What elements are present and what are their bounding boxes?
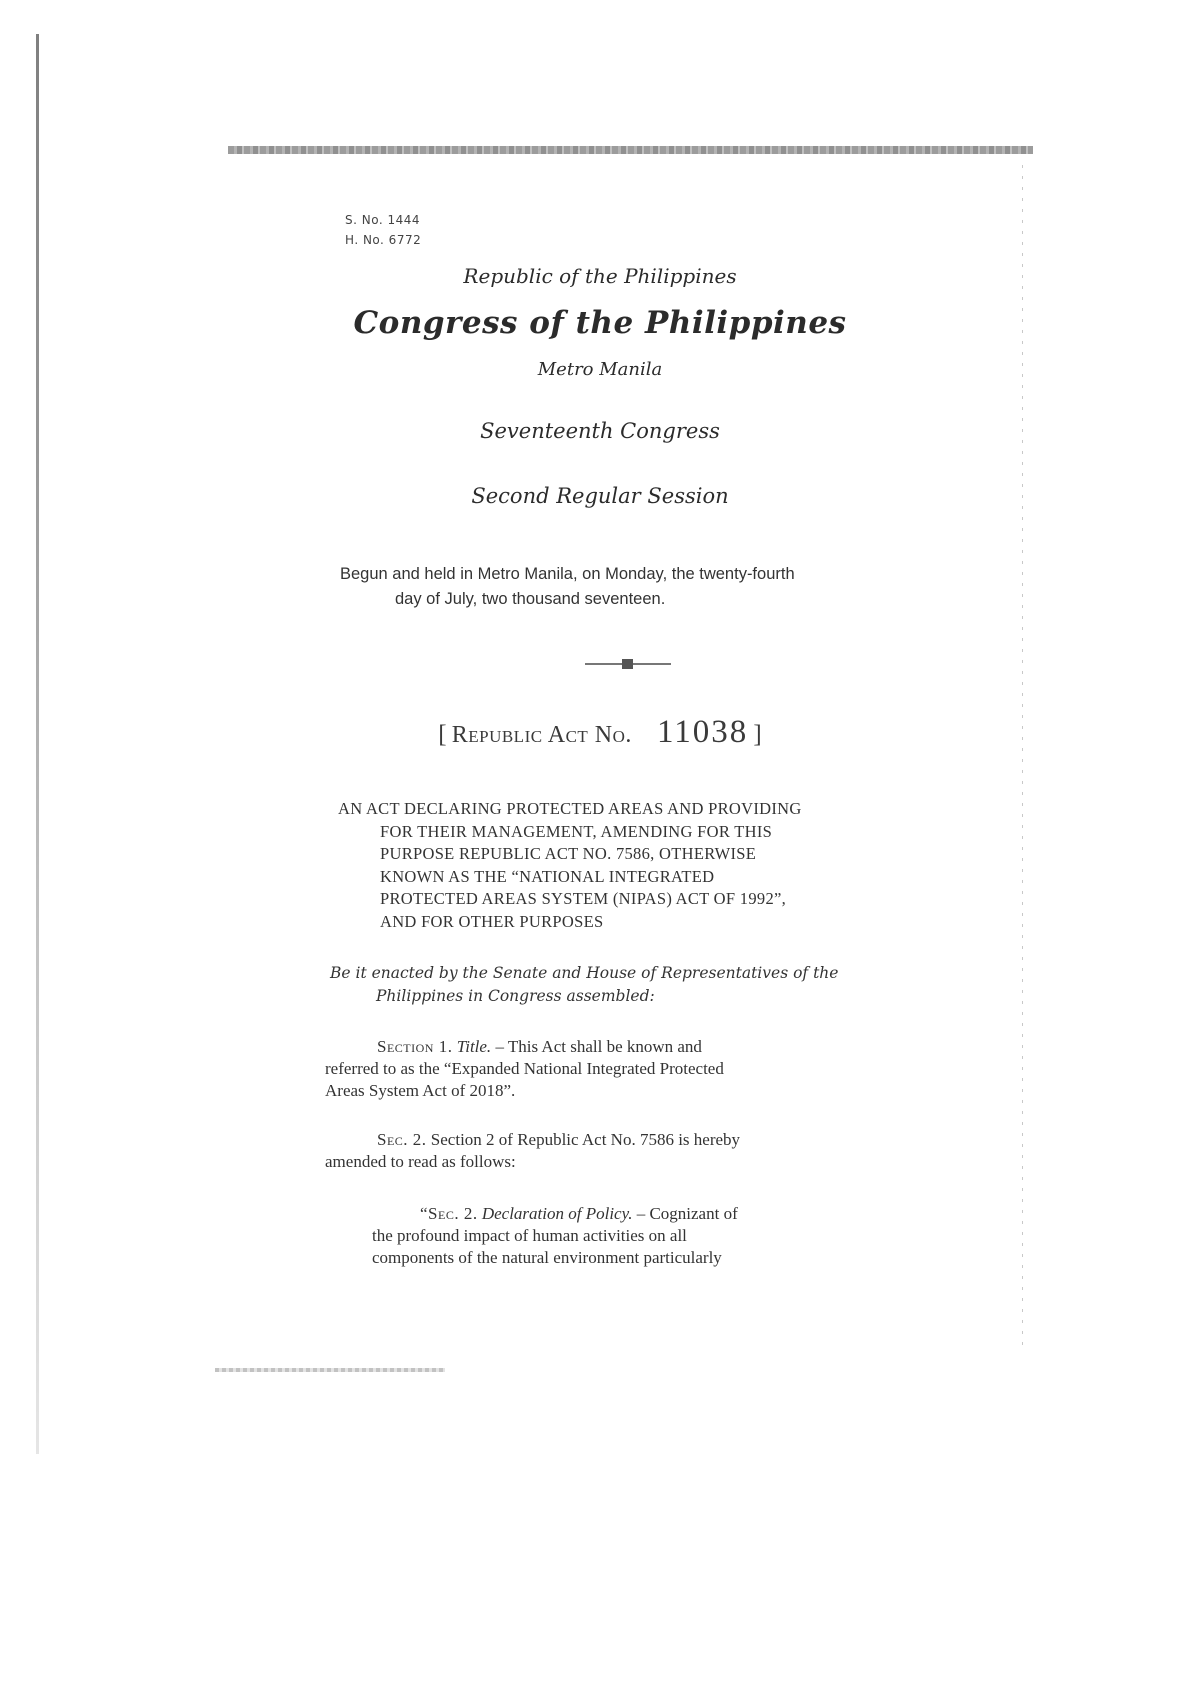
senate-bill-number: S. No. 1444 xyxy=(345,213,421,227)
republic-act-number: 11038 xyxy=(657,714,749,750)
heading-session: Second Regular Session xyxy=(471,484,729,508)
section-1-text: – This Act shall be known and xyxy=(491,1037,702,1056)
enacting-line-1: Be it enacted by the Senate and House of Representatives of the xyxy=(330,964,839,982)
act-long-title xyxy=(338,798,918,933)
heading-congress: Congress of the Philippines xyxy=(353,305,847,341)
section-2 xyxy=(325,1129,925,1173)
quoted-section-heading: “Sec. 2. xyxy=(420,1204,478,1223)
scan-top-rule xyxy=(228,146,1033,154)
begun-line-1: Begun and held in Metro Manila, on Monday, the twenty-fourth xyxy=(340,565,795,583)
enacting-clause xyxy=(330,962,930,1008)
scan-right-edge xyxy=(1022,165,1023,1345)
scan-bottom-smudge xyxy=(215,1368,445,1372)
divider-ornament xyxy=(585,658,671,670)
begun-statement xyxy=(340,562,940,612)
section-1 xyxy=(325,1036,925,1102)
open-bracket: [ xyxy=(438,721,447,748)
act-title-line: PURPOSE REPUBLIC ACT NO. 7586, OTHERWISE xyxy=(380,844,757,863)
heading-republic: Republic of the Philippines xyxy=(463,264,737,288)
bill-numbers xyxy=(345,210,421,250)
section-2-heading: Sec. 2. xyxy=(377,1130,427,1149)
section-2-line-2: amended to read as follows: xyxy=(325,1152,516,1171)
republic-act-label: Republic Act No. xyxy=(451,722,632,748)
quoted-section-2 xyxy=(372,1203,892,1269)
enacting-line-2: Philippines in Congress assembled: xyxy=(376,987,655,1005)
act-title-line: PROTECTED AREAS SYSTEM (NIPAS) ACT OF 1992”, xyxy=(380,889,787,908)
quoted-section-line-3: components of the natural environment particularly xyxy=(372,1248,722,1267)
heading-location: Metro Manila xyxy=(537,359,663,380)
quoted-section-text: – Cognizant of xyxy=(632,1204,738,1223)
quoted-section-title: Declaration of Policy. xyxy=(481,1204,633,1223)
begun-line-2: day of July, two thousand seventeen. xyxy=(395,590,666,608)
republic-act-title xyxy=(0,714,1200,751)
section-2-text: Section 2 of Republic Act No. 7586 is hereby xyxy=(426,1130,741,1149)
house-bill-number: H. No. 6772 xyxy=(345,233,422,247)
heading-congress-number: Seventeenth Congress xyxy=(480,419,720,443)
act-title-line: AN ACT DECLARING PROTECTED AREAS AND PROVIDING xyxy=(338,799,802,818)
act-title-line: KNOWN AS THE “NATIONAL INTEGRATED xyxy=(380,866,715,886)
act-title-line: FOR THEIR MANAGEMENT, AMENDING FOR THIS xyxy=(380,821,773,841)
quoted-section-line-2: the profound impact of human activities on all xyxy=(372,1226,687,1245)
section-1-heading: Section 1. xyxy=(377,1037,453,1056)
act-title-line: AND FOR OTHER PURPOSES xyxy=(380,911,604,931)
section-1-line-3: Areas System Act of 2018”. xyxy=(325,1081,516,1100)
section-1-line-2: referred to as the “Expanded National Integrated Protected xyxy=(325,1059,724,1078)
section-1-title: Title. xyxy=(456,1037,492,1056)
close-bracket: ] xyxy=(753,721,762,748)
